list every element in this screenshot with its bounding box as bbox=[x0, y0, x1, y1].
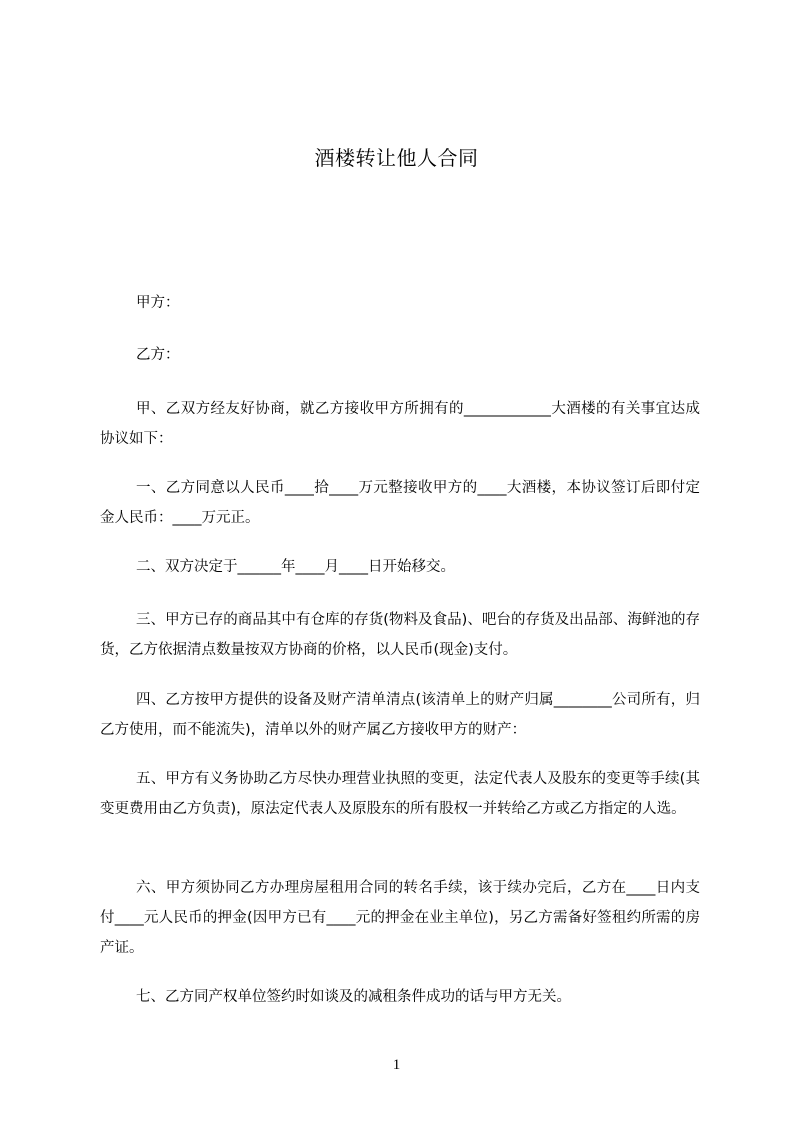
clause-6: 六、甲方须协同乙方办理房屋租用合同的转名手续，该于续办完后，乙方在____日内支付____元人民币的押金(因甲方已有____元的押金在业主单位)，另乙方需备好签租约所需的房产证。 bbox=[100, 880, 700, 956]
clause-5: 五、甲方有义务协助乙方尽快办理营业执照的变更，法定代表人及股东的变更等手续(其变更费用由乙方负责)，原法定代表人及原股东的所有股权一并转给乙方或乙方指定的人选。 bbox=[100, 771, 700, 817]
clause-4: 四、乙方按甲方提供的设备及财产清单清点(该清单上的财产归属________公司所有，归乙方使用，而不能流失)，清单以外的财产属乙方接收甲方的财产： bbox=[100, 692, 700, 738]
clause-1: 一、乙方同意以人民币____拾____万元整接收甲方的____大酒楼，本协议签订后即付定金人民币：____万元正。 bbox=[100, 480, 700, 526]
clause-2: 二、双方决定于______年____月____日开始移交。 bbox=[136, 559, 455, 575]
document-title: 酒楼转让他人合同 bbox=[314, 146, 479, 170]
clause-7: 七、乙方同产权单位签约时如谈及的减租条件成功的话与甲方无关。 bbox=[136, 989, 571, 1005]
page-number: 1 bbox=[392, 1057, 401, 1073]
intro-paragraph: 甲、乙双方经友好协商，就乙方接收甲方所拥有的____________大酒楼的有关事宜达成协议如下： bbox=[100, 401, 700, 447]
clause-3: 三、甲方已存的商品其中有仓库的存货(物料及食品)、吧台的存货及出品部、海鲜池的存货，乙方依据清点数量按双方协商的价格，以人民币(现金)支付。 bbox=[100, 612, 700, 658]
party-a-label: 甲方： bbox=[136, 295, 180, 311]
party-b-label: 乙方： bbox=[136, 347, 180, 363]
